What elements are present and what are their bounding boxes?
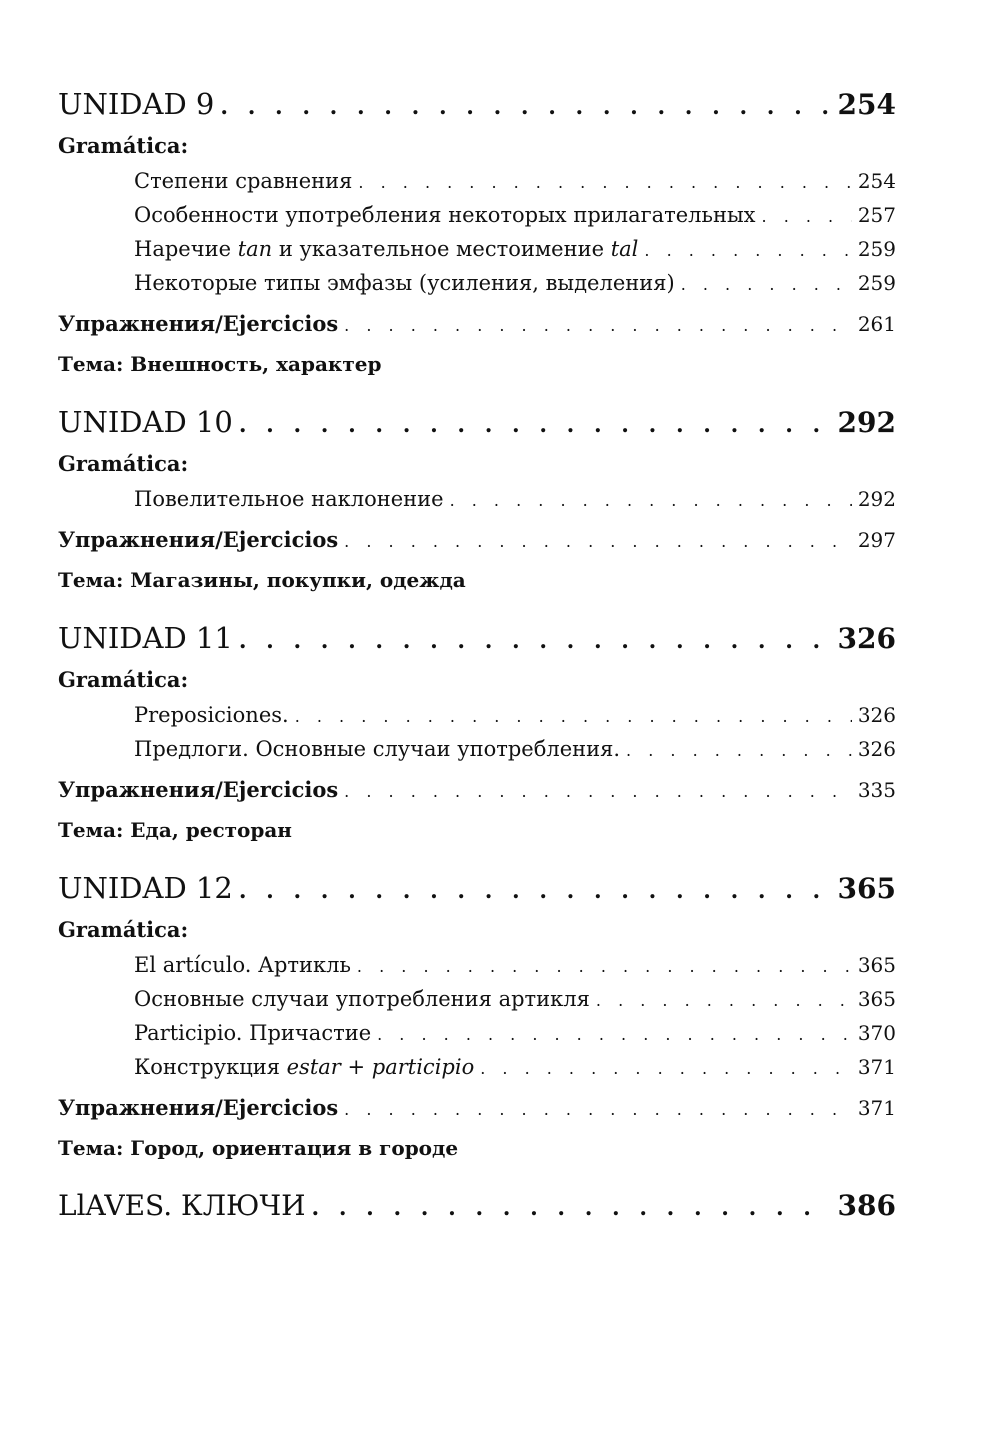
toc-entry — [58, 266, 896, 300]
dot-leader — [295, 700, 852, 734]
keys-title: LlAVES. КЛЮЧИ — [58, 1189, 306, 1222]
entry-page-number: 370 — [857, 1021, 896, 1045]
theme-line: Тема: Город, ориентация в городе — [58, 1136, 459, 1160]
toc-entry — [58, 198, 896, 232]
keys-heading — [58, 1184, 896, 1228]
unit-title: UNIDAD 9 — [58, 87, 215, 121]
entry-text-part: tan — [237, 237, 273, 261]
unit-title: UNIDAD 10 — [58, 405, 233, 439]
entry-title — [134, 982, 590, 1016]
dot-leader — [239, 403, 832, 447]
entry-page-number: 326 — [857, 703, 896, 727]
dot-leader — [344, 772, 852, 812]
entry-title — [134, 1050, 474, 1084]
entry-page-number: 259 — [857, 237, 896, 261]
unit-title: UNIDAD 11 — [58, 621, 233, 655]
dot-leader — [644, 234, 851, 268]
entry-title — [134, 698, 289, 732]
dot-leader — [358, 166, 851, 200]
unit-section — [58, 400, 896, 600]
grammar-label: Gramática: — [58, 667, 189, 692]
exercises-page-number: 371 — [857, 1096, 896, 1120]
entry-text-part: и указательное местоимение — [272, 237, 611, 261]
toc-entry — [58, 698, 896, 732]
toc-entry — [58, 164, 896, 198]
entry-text-part: Preposiciones. — [134, 703, 289, 727]
unit-page-number: 292 — [837, 406, 896, 439]
exercises-label: Упражнения/Ejercicios — [58, 311, 339, 336]
dot-leader — [312, 1186, 832, 1230]
dot-leader — [596, 984, 852, 1018]
unit-section — [58, 616, 896, 850]
dot-leader — [344, 1090, 852, 1130]
toc-entry — [58, 1050, 896, 1084]
unit-page-number: 365 — [837, 872, 896, 905]
entry-text-part: Особенности употребления некоторых прилагательных — [134, 203, 756, 227]
entry-title — [134, 732, 620, 766]
grammar-label: Gramática: — [58, 451, 189, 476]
toc-entry — [58, 948, 896, 982]
exercises-label: Упражнения/Ejercicios — [58, 1095, 339, 1120]
dot-leader — [626, 734, 852, 768]
exercises-label: Упражнения/Ejercicios — [58, 527, 339, 552]
keys-page-number: 386 — [837, 1189, 896, 1222]
entry-title — [134, 164, 352, 198]
unit-page-number: 254 — [837, 88, 896, 121]
dot-leader — [239, 869, 832, 913]
entry-page-number: 371 — [857, 1055, 896, 1079]
unit-heading — [58, 82, 896, 126]
toc-entry — [58, 732, 896, 766]
entry-page-number: 326 — [857, 737, 896, 761]
dot-leader — [239, 619, 832, 663]
toc-entry — [58, 232, 896, 266]
unit-section — [58, 82, 896, 384]
entry-text-part: estar + participio — [286, 1055, 475, 1079]
toc-entry — [58, 482, 896, 516]
entry-text-part: Participio. Причастие — [134, 1021, 372, 1045]
dot-leader — [220, 85, 831, 129]
entry-page-number: 292 — [857, 487, 896, 511]
entry-title — [134, 948, 351, 982]
exercises-entry — [58, 304, 896, 344]
dot-leader — [377, 1018, 852, 1052]
table-of-contents — [58, 82, 896, 1228]
unit-heading — [58, 616, 896, 660]
dot-leader — [357, 950, 852, 984]
theme-line: Тема: Магазины, покупки, одежда — [58, 568, 466, 592]
entry-text-part: Некоторые типы эмфазы (усиления, выделения) — [134, 271, 675, 295]
entry-page-number: 365 — [857, 987, 896, 1011]
entry-text-part: Основные случаи употребления артикля — [134, 987, 590, 1011]
grammar-label: Gramática: — [58, 133, 189, 158]
exercises-page-number: 335 — [857, 778, 896, 802]
entry-page-number: 365 — [857, 953, 896, 977]
entry-title — [134, 482, 444, 516]
entry-page-number: 254 — [857, 169, 896, 193]
entry-text-part: El artículo. Артикль — [134, 953, 351, 977]
toc-entry — [58, 1016, 896, 1050]
dot-leader — [450, 484, 852, 518]
entry-text-part: Повелительное наклонение — [134, 487, 444, 511]
entry-page-number: 259 — [857, 271, 896, 295]
unit-title: UNIDAD 12 — [58, 871, 233, 905]
entry-title — [134, 266, 675, 300]
entry-page-number: 257 — [857, 203, 896, 227]
dot-leader — [681, 268, 852, 302]
grammar-label: Gramática: — [58, 917, 189, 942]
unit-page-number: 326 — [837, 622, 896, 655]
entry-text-part: Наречие — [134, 237, 238, 261]
exercises-entry — [58, 1088, 896, 1128]
exercises-entry — [58, 520, 896, 560]
entry-text-part: Степени сравнения — [134, 169, 353, 193]
unit-heading — [58, 866, 896, 910]
dot-leader — [762, 200, 852, 234]
exercises-entry — [58, 770, 896, 810]
dot-leader — [344, 306, 852, 346]
dot-leader — [480, 1052, 852, 1086]
theme-line: Тема: Еда, ресторан — [58, 818, 292, 842]
exercises-page-number: 297 — [857, 528, 896, 552]
exercises-label: Упражнения/Ejercicios — [58, 777, 339, 802]
entry-title — [134, 1016, 371, 1050]
entry-text-part: Конструкция — [134, 1055, 287, 1079]
entry-title — [134, 232, 638, 266]
unit-heading — [58, 400, 896, 444]
entry-text-part: Предлоги. Основные случаи употребления. — [134, 737, 621, 761]
unit-section — [58, 866, 896, 1168]
toc-entry — [58, 982, 896, 1016]
exercises-page-number: 261 — [857, 312, 896, 336]
dot-leader — [344, 522, 852, 562]
theme-line: Тема: Внешность, характер — [58, 352, 382, 376]
entry-text-part: tal — [610, 237, 639, 261]
entry-title — [134, 198, 756, 232]
